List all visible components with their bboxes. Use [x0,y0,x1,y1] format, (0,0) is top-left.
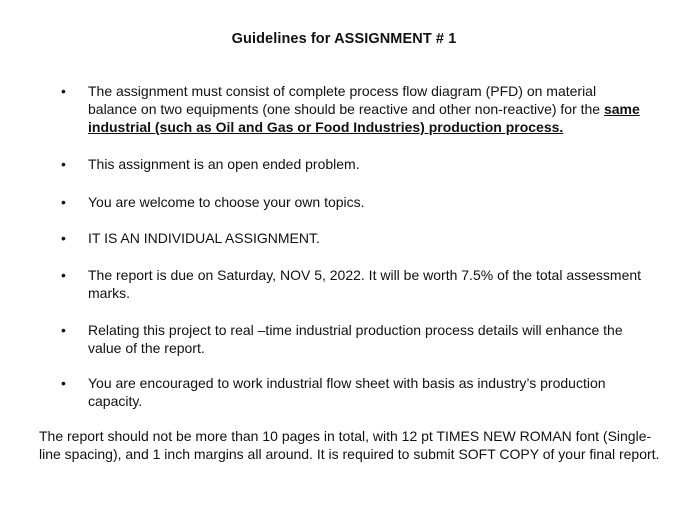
bullet-item-pfd-requirement [61,82,648,136]
bullet-text: The assignment must consist of complete process flow diagram (PFD) on material balance on two equipments (one should be reactive and other non-reactive) for the [88,83,601,117]
closing-paragraph: The report should not be more than 10 pages in total, with 12 pt TIMES NEW ROMAN font (Single-line spacing), and 1 inch margins all around. It is required to submit SOFT COPY of your final report. [39,428,660,462]
bullet-icon: • [61,83,66,99]
bullet-icon: • [61,375,66,391]
bullet-icon: • [61,322,66,338]
document-title: Guidelines for ASSIGNMENT # 1 [231,31,457,47]
bullet-item-open-ended [61,155,648,173]
bullet-text: Relating this project to real –time industrial production process details will enhance the value of the report. [88,322,623,356]
bullet-item-individual [61,229,648,247]
bullet-text: The report is due on Saturday, NOV 5, 2022. It will be worth 7.5% of the total assessment marks. [88,267,642,301]
bullet-icon: • [61,156,66,172]
bullet-emphasis-text: same industrial (such as Oil and Gas or Food Industries) production process. [88,101,640,135]
bullet-item-due-date [61,266,648,302]
bullet-text: You are encouraged to work industrial flow sheet with basis as industry’s production capacity. [88,375,606,409]
bullet-item-real-time [61,321,648,357]
bullet-icon: • [61,230,66,246]
bullet-icon: • [61,194,66,210]
bullet-icon: • [61,267,66,283]
bullet-text: You are welcome to choose your own topics. [88,194,365,210]
bullet-text: IT IS AN INDIVIDUAL ASSIGNMENT. [88,230,320,246]
bullet-item-choose-topics [61,193,648,211]
bullet-text: This assignment is an open ended problem. [88,156,360,172]
bullet-item-flow-sheet [61,374,648,410]
